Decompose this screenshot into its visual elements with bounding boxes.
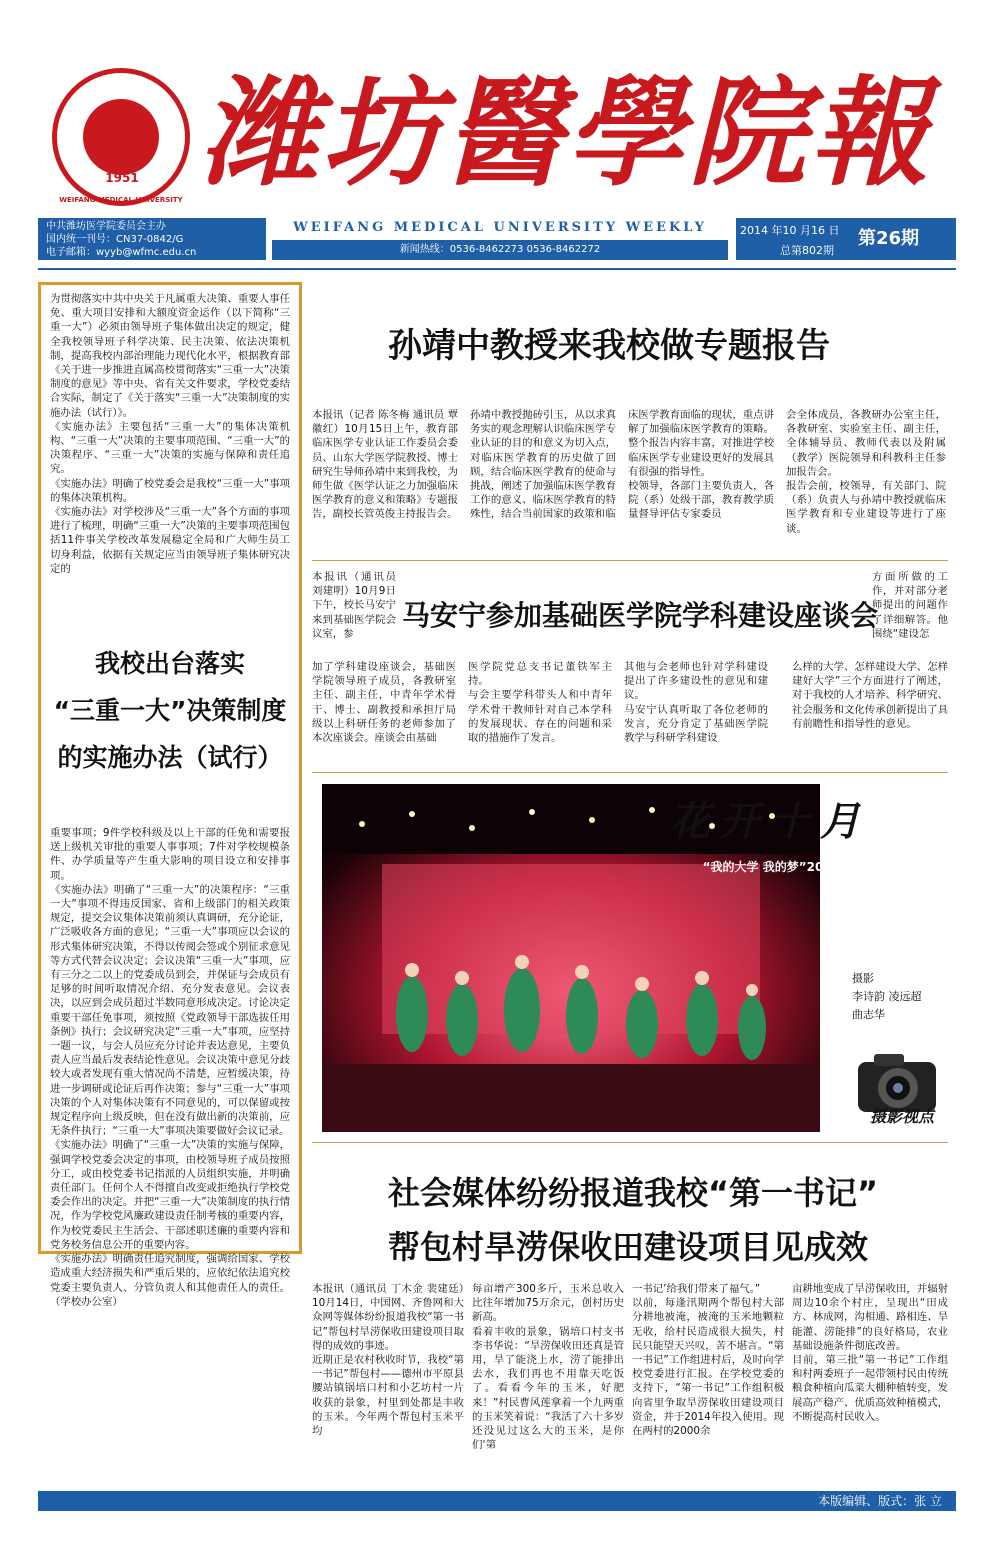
article3-col3: 一书记’给我们带来了福气。” 以前，每逢汛期两个帮包村大部分耕地被淹，被淹的玉米地颗粒无收，给村民造成很大损失，村民只能望天兴叹，苦不堪言。“第一书记”工作组进村后，及时向学校党委进行汇报。在学校党委的支持下，“第一书记”工作组积极向省里争取旱涝保收田建设项目资金，并于2014年投入使用。现在两村的2000余 bbox=[632, 1283, 784, 1438]
left-article-body: 重要事项；9件学校科级及以上干部的任免和需要报送上级机关审批的重要人事事项；7件对学校规模条件、办学质量等产生重大影响的项目设立和安排事项。 《实施办法》明确了“三重一大”的决策程序：“三重一大”事项不得违反国家、省和上级部门的相关政策规定，提交会议集体决策前须认真调研，充分论证，广泛吸收各方面的意见；“三重一大”事项应以会议的形式集体研究决策，不得以传阅会签或个别征求意见等方式代替会议决定；会议决策“三重一大”事项，应有三分之二以上的党委成员到会，并保证与会成员有足够的时间听取情况介绍、充分发表意见。会议表决，以应到会成员超过半数同意形成决定。讨论决定重要干部任免事项，须按照《党政领导干部选拔任用条例》执行；会议研究决定“三重一大”事项，应坚持一题一议，与会人员应充分讨论并表达意见，主要负责人应当最后发表结论性意见。会议决策中意见分歧较大或者发现有重大情况尚不清楚，应暂缓决策，待进一步调研或论证后再作决策；参与“三重一大”事项决策的个人对集体决策有不同意见的，可以保留或按规定程序向上级反映，但在没有做出新的决策前，应无条件执行；“三重一大”事项决策要做好会议记录。 《实施办法》明确了“三重一大”决策的实施与保障，强调学校党委会决定的事项，由校领导班子成员按照分工，或由校党委书记指派的人员组织实施，并明确责任部门。任何个人不得擅自改变或拒绝执行学校党委会作出的决定。并把“三重一大”决策制度的执行情况，作为学校党风廉政建设责任制考核的重要内容，作为校党委民主生活会、干部述职述廉的重要内容和党务校务信息公开的重要内容。 《实施办法》明确责任追究制度，强调给国家、学校造成重大经济损失和严重后果的，应依纪依法追究校党委主要负责人、分管负责人和其他责任人的责任。 （学校办公室） bbox=[50, 827, 290, 1308]
article3-col2: 每亩增产300多斤，玉米总收入比往年增加75万余元，创村历史新高。 看着丰收的景象，锅培口村支书李书华说：“旱涝保收田还真是管用，旱了能浇上水，涝了能排出去水，我们再也不用靠天吃饭了。看看今年的玉米，好肥来！”村民曹风莲拿着一个九两重的玉米笑着说：“我活了六十多岁还没见过这么大的玉米，是你们‘第 bbox=[472, 1283, 624, 1452]
article1-col4: 会全体成员，各教研办公室主任，各教研室、实验室主任、副主任，全体辅导员、教师代表以及附属（教学）医院领导和科教科主任参加报告会。 报告会前，校领导，有关部门、院（系）负责人与孙靖中教授就临床医学教育和专业建设等进行了座谈。 bbox=[786, 409, 946, 535]
seal-year: 1951 bbox=[105, 171, 139, 185]
article3-headline-line2: 帮包村旱涝保收田建设项目见成效 bbox=[388, 1228, 869, 1266]
headline-line-2: “三重一大”决策制度 bbox=[53, 696, 287, 725]
article2-col4: 么样的大学、怎样建设大学、怎样建好大学”三个方面进行了阐述，对于我校的人才培养、科学研究、社会服务和文化传承创新提出了具有前瞻性和指导性的意见。 bbox=[792, 661, 948, 730]
news-hotline: 新闻热线：0536-8462273 0536-8462272 bbox=[272, 240, 728, 260]
issue-number: 第26期 bbox=[858, 228, 920, 249]
photo-feature-title: 花开十月 bbox=[670, 798, 870, 845]
article1-col2: 孙靖中教授抛砖引玉，从以求真务实的观念理解认识临床医学专业认证的目的和意义为切入点，对临床医学教育的历史做了回顾，结合临床医学教育的使命与挑战，阐述了加强临床医学教育工作的意义、临床医学教育的特殊性，结合当前国家的政策和临 bbox=[470, 409, 616, 521]
article3-col1: 本报讯（通讯员 丁木金 裴建廷）10月14日，中国网、齐鲁网和大众网等媒体纷纷报道我校“第一书记”帮包村旱涝保收田建设项目取得的成效的事迹。 近期正是农村秋收时节，我校“第一书记”帮包村——德州市平原县腰站镇锅培口村和小艺坊村一片收获的景象，村里到处都是丰收的玉米。今年两个帮包村玉米平均 bbox=[312, 1283, 464, 1438]
left-article-headline bbox=[52, 640, 288, 781]
page-footer bbox=[38, 1491, 956, 1511]
article2-col2: 医学院党总支书记董铁军主持。 与会主要学科带头人和中青年学术骨干教师针对自己本学科的发展现状、存在的问题和采取的措施作了发言。 bbox=[468, 661, 612, 745]
article2-headline: 马安宁参加基础医学院学科建设座谈会 bbox=[402, 599, 879, 632]
university-seal-logo bbox=[52, 68, 190, 206]
total-issue: 总第802期 bbox=[780, 244, 834, 257]
seal-text: WEIFANG MEDICAL UNIVERSITY bbox=[59, 196, 183, 204]
article1-col3: 床医学教育面临的现状，重点讲解了加强临床医学教育的策略。整个报告内容丰富，对推进学校临床医学专业建设更好的发展具有很强的指导性。 校领导，各部门主要负责人，各院（系）处级干部，教育教学质量督导评估专家委员 bbox=[628, 409, 774, 521]
photo-credit bbox=[852, 970, 952, 1024]
article2-lead: 本报讯（通讯员 刘建明）10月9日下午，校长马安宁来到基础医学院会议室，参 bbox=[312, 571, 396, 640]
article3-col4: 亩耕地变成了旱涝保收田，并辐射周边10余个村庄，呈现出“田成方、林成网，沟相通、路相连、旱能灌、涝能排”的良好格局，农业基础设施条件彻底改善。 目前，第三批“第一书记”工作组和村两委班子一起带领村民由传统粮食种植向瓜菜大棚种植转变，发展高产稳产、优质高效种植模式，不断提高村民收入。 bbox=[792, 1283, 948, 1423]
photo-separator bbox=[312, 772, 948, 773]
issn-line: 国内统一刊号：CN37-0842/G bbox=[46, 234, 184, 245]
seal-emblem bbox=[83, 99, 159, 175]
credit-label: 摄影 bbox=[852, 972, 874, 985]
headline-line-1: 我校出台落实 bbox=[94, 649, 245, 678]
masthead-title: 潍坊醫學院報 bbox=[200, 63, 933, 202]
top-rule bbox=[38, 268, 956, 270]
article1-col1: 本报讯（记者 陈冬梅 通讯员 覃徽红）10月15日上午，教育部临床医学专业认证工作委员会委员、山东大学医学院教授、博士研究生导师孙靖中来到我校，为师生做《医学认证之力加强临床医学教育的意义和策略》专题报告，副校长管英俊主持报告会。 bbox=[312, 409, 458, 521]
english-title: WEIFANG MEDICAL UNIVERSITY WEEKLY bbox=[272, 218, 728, 238]
headline-line-3: 的实施办法（试行） bbox=[57, 743, 283, 772]
publisher-line: 中共潍坊医学院委员会主办 bbox=[46, 221, 166, 232]
article3-separator bbox=[312, 1142, 948, 1143]
photo-badge: 摄影视点 bbox=[870, 1107, 935, 1126]
article2-col3: 其他与会老师也针对学科建设提出了许多建设性的意见和建议。 马安宁认真听取了各位老师的发言，充分肯定了基础医学院教学与科研学科建设 bbox=[624, 661, 768, 745]
photo-caption: “我的大学 我的梦”2014年迎新晚会魅力上演 bbox=[702, 860, 948, 874]
article-separator bbox=[312, 560, 948, 561]
editor-credit: 本版编辑、版式：张 立 bbox=[818, 1494, 942, 1508]
issue-date: 2014 年10 月16 日 bbox=[740, 224, 840, 237]
publisher-info bbox=[38, 218, 266, 260]
article1-headline: 孙靖中教授来我校做专题报告 bbox=[388, 326, 830, 366]
left-article-intro: 为贯彻落实中共中央关于凡属重大决策、重要人事任免、重大项目安排和大额度资金运作（以下简称“三重一大”）必须由领导班子集体做出决定的规定，健全我校领导班子科学决策、民主决策、依法决策机制，提高我校内部治理能力现代化水平，根据教育部《关于进一步推进直属高校贯彻落实“三重一大”决策制度的意见》等中央、省有关文件要求，学校党委结合实际，制定了《关于落实“三重一大”决策制度的实施办法（试行）》。 《实施办法》主要包括“三重一大”的集体决策机构、“三重一大”决策的主要事项范围、“三重一大”的决策程序、“三重一大”决策的实施与保障和责任追究。 《实施办法》明确了校党委会是我校“三重一大”事项的集体决策机构。 《实施办法》对学校涉及“三重一大”各个方面的事项进行了梳理，明确“三重一大”决策的主要事项范围包括11件事关学校改革发展稳定全局和广大师生员工切身利益，依据有关规定应当由领导班子集体研究决定的 bbox=[50, 293, 290, 575]
email-line: 电子邮箱：wyyb@wfmc.edu.cn bbox=[46, 247, 197, 258]
article2-right-top: 方面所做的工作，并对部分老师提出的问题作了详细解答。他围绕“建设怎 bbox=[872, 571, 948, 640]
credit-names: 李诗韵 凌远超 曲志华 bbox=[852, 990, 922, 1021]
article2-col1: 加了学科建设座谈会，基础医学院领导班子成员，各教研室主任、副主任，中青年学术骨干、博士、副教授和承担厅局级以上科研任务的老师参加了本次座谈会。座谈会由基础 bbox=[312, 661, 456, 745]
article3-headline-line1: 社会媒体纷纷报道我校“第一书记” bbox=[388, 1174, 879, 1212]
